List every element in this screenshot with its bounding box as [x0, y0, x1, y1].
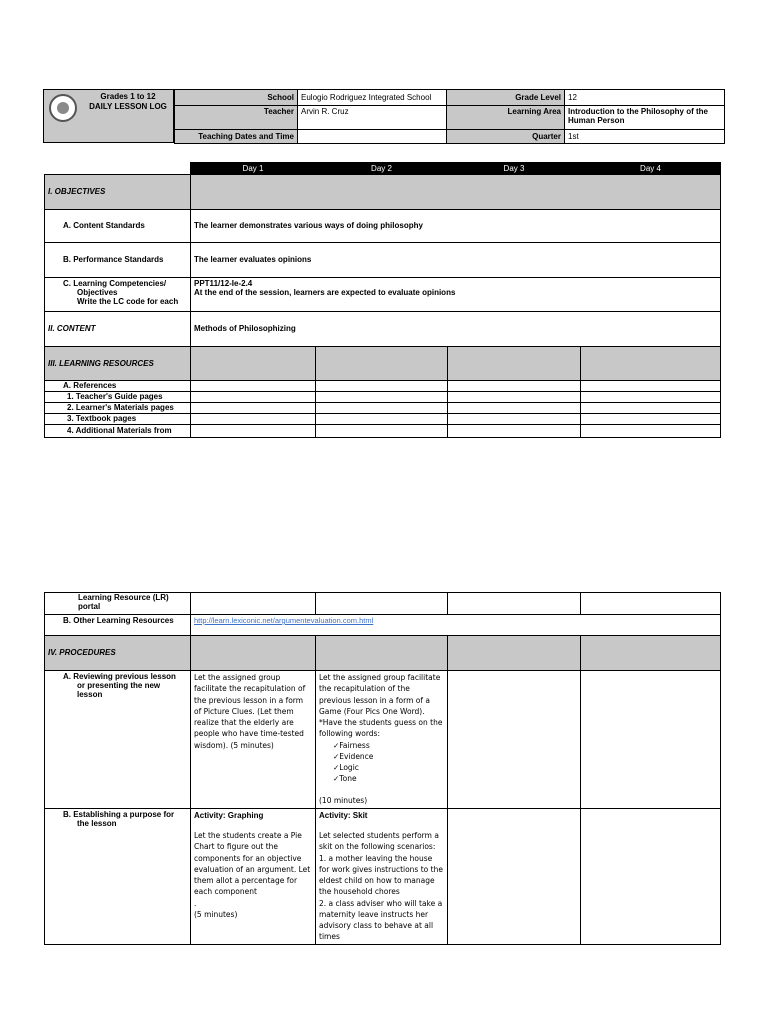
establishing-purpose-label: B. Establishing a purpose for the lesson	[45, 809, 191, 945]
learning-area-label: Learning Area	[447, 106, 565, 130]
list-item: ✓ Tone	[333, 773, 444, 784]
learning-area-value: Introduction to the Philosophy of the Human Person	[565, 106, 725, 130]
performance-standards-value: The learner evaluates opinions	[191, 243, 721, 278]
textbook-pages-label: 3. Textbook pages	[45, 414, 191, 425]
teaching-dates-label: Teaching Dates and Time	[175, 130, 298, 144]
header-table	[174, 89, 725, 144]
other-resources-link[interactable]: http://learn.lexiconic.net/argumentevaluation.com.html	[194, 616, 374, 625]
day-3-header: Day 3	[448, 163, 581, 175]
reviewing-day-2: Let the assigned group facilitate the recapitulation of the previous lesson in a form of a Game (Four Pics One Word). *Have the students guess on the following words: ✓ Fairness ✓ Evidence ✓ Logic ✓ Tone (10 minutes)	[316, 671, 448, 809]
content-heading: II. CONTENT	[45, 312, 191, 347]
objectives-heading: I. OBJECTIVES	[45, 175, 191, 210]
learning-resources-heading: III. LEARNING RESOURCES	[45, 347, 191, 381]
reviewing-lesson-label: A. Reviewing previous lesson or presenting the new lesson	[45, 671, 191, 809]
reviewing-day-1: Let the assigned group facilitate the recapitulation of the previous lesson in a form of Picture Clues. (Let them realize that the elderly are people who have time-tested wisdom). (5 minutes)	[191, 671, 316, 809]
day-header-row	[45, 163, 721, 175]
teaching-dates-value	[298, 130, 447, 144]
learners-materials-label: 2. Learner's Materials pages	[45, 403, 191, 414]
quarter-value: 1st	[565, 130, 725, 144]
list-item: ✓ Logic	[333, 762, 444, 773]
list-item: ✓ Fairness	[333, 740, 444, 751]
grade-level-label: Grade Level	[447, 90, 565, 106]
deped-seal-icon	[49, 94, 77, 122]
content-standards-label: A. Content Standards	[45, 210, 191, 243]
day-2-header: Day 2	[316, 163, 448, 175]
deped-logo-cell	[43, 89, 174, 143]
teacher-value: Arvin R. Cruz	[298, 106, 447, 130]
additional-materials-label: 4. Additional Materials from	[45, 425, 191, 438]
lesson-table-2	[44, 592, 721, 945]
lr-portal-label: Learning Resource (LR) portal	[45, 593, 191, 615]
content-standards-value: The learner demonstrates various ways of doing philosophy	[191, 210, 721, 243]
log-title: Grades 1 to 12 DAILY LESSON LOG	[89, 92, 167, 111]
school-value: Eulogio Rodriguez Integrated School	[298, 90, 447, 106]
teacher-label: Teacher	[175, 106, 298, 130]
content-value: Methods of Philosophizing	[191, 312, 721, 347]
other-resources-label: B. Other Learning Resources	[45, 615, 191, 636]
quarter-label: Quarter	[447, 130, 565, 144]
learning-competencies-value: PPT11/12-Ie-2.4 At the end of the session, learners are expected to evaluate opinions	[191, 278, 721, 312]
grade-level-value: 12	[565, 90, 725, 106]
lesson-table-1	[44, 162, 721, 438]
learning-competencies-label: C. Learning Competencies/ Objectives Write the LC code for each	[45, 278, 191, 312]
purpose-day-2: Activity: Skit Let selected students perform a skit on the following scenarios: 1. a mother leaving the house for work gives instructions to the eldest child on how to manage the household chores 2. a class adviser who will take a maternity leave instructs her advisory class to behave at all times	[316, 809, 448, 945]
performance-standards-label: B. Performance Standards	[45, 243, 191, 278]
list-item: ✓ Evidence	[333, 751, 444, 762]
purpose-day-1: Activity: Graphing Let the students create a Pie Chart to figure out the components for an objective evaluation of an argument. Let them allot a percentage for each component . (5 minutes)	[191, 809, 316, 945]
references-label: A. References	[45, 381, 191, 392]
day-1-header: Day 1	[191, 163, 316, 175]
teachers-guide-label: 1. Teacher's Guide pages	[45, 392, 191, 403]
school-label: School	[175, 90, 298, 106]
guess-word-list	[319, 740, 444, 785]
procedures-heading: IV. PROCEDURES	[45, 636, 191, 671]
day-4-header: Day 4	[581, 163, 721, 175]
